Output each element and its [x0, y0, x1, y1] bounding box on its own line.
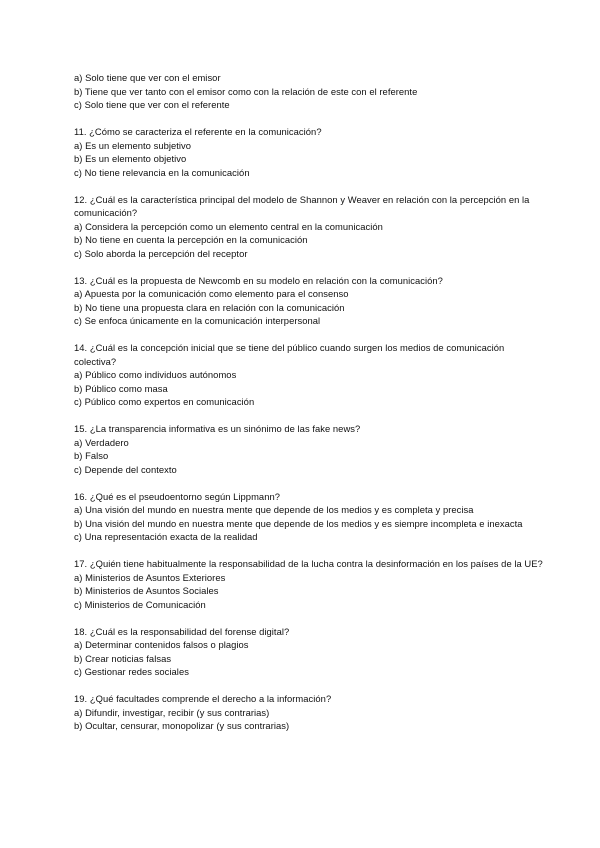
question-text: 19. ¿Qué facultades comprende el derecho a la información?: [74, 693, 332, 704]
answer-option: a) Verdadero: [74, 436, 129, 448]
answer-option: a) Público como individuos autónomos: [74, 369, 237, 380]
question-11: [74, 125, 544, 179]
answer-option: c) Se enfoca únicamente en la comunicación interpersonal: [74, 315, 321, 326]
answer-option: b) No tiene en cuenta la percepción en la comunicación: [74, 234, 308, 245]
answer-option: b) Ocultar, censurar, monopolizar (y sus contrarias): [74, 720, 290, 731]
question-15: [74, 422, 544, 476]
answer-option: b) No tiene una propuesta clara en relación con la comunicación: [74, 301, 345, 313]
question-18: [74, 625, 544, 679]
question-text: 17. ¿Quién tiene habitualmente la responsabilidad de la lucha contra la desinformación en los países de la UE?: [74, 558, 543, 569]
question-text: 16. ¿Qué es el pseudoentorno según Lippmann?: [74, 490, 280, 502]
answer-option: c) Ministerios de Comunicación: [74, 598, 206, 610]
document-page: [74, 71, 544, 746]
answer-option: a) Ministerios de Asuntos Exteriores: [74, 571, 226, 583]
answer-option: c) Público como expertos en comunicación: [74, 396, 255, 407]
question-text: 18. ¿Cuál es la responsabilidad del forense digital?: [74, 625, 290, 637]
question-text: 14. ¿Cuál es la concepción inicial que se tiene del público cuando surgen los medios de comunicación colectiva?: [74, 342, 505, 367]
answer-option: b) Una visión del mundo en nuestra mente que depende de los medios y es siempre incompleta e inexacta: [74, 517, 523, 529]
answer-option: a) Considera la percepción como un elemento central en la comunicación: [74, 220, 383, 232]
question-text: 15. ¿La transparencia informativa es un sinónimo de las fake news?: [74, 423, 361, 434]
answer-option: b) Falso: [74, 450, 109, 461]
question-text: 11. ¿Cómo se caracteriza el referente en la comunicación?: [74, 126, 322, 137]
answer-option: c) Solo aborda la percepción del receptor: [74, 247, 248, 259]
answer-option: a) Determinar contenidos falsos o plagios: [74, 639, 249, 650]
question-19: [74, 692, 544, 733]
answer-option: c) Depende del contexto: [74, 463, 177, 475]
answer-option: a) Es un elemento subjetivo: [74, 139, 192, 151]
answer-option: c) Una representación exacta de la realidad: [74, 531, 258, 542]
answer-option: a) Apuesta por la comunicación como elemento para el consenso: [74, 288, 349, 299]
answer-option: a) Una visión del mundo en nuestra mente que depende de los medios y es completa y precisa: [74, 504, 474, 515]
answer-option: b) Tiene que ver tanto con el emisor como con la relación de este con el referente: [74, 85, 418, 97]
answer-option: a) Difundir, investigar, recibir (y sus contrarias): [74, 706, 270, 718]
question-17: [74, 557, 544, 611]
question-text: 12. ¿Cuál es la característica principal del modelo de Shannon y Weaver en relación con la percepción en la comunicación?: [74, 193, 530, 218]
answer-option: b) Es un elemento objetivo: [74, 153, 187, 164]
answer-option: b) Crear noticias falsas: [74, 652, 172, 664]
answer-option: c) Solo tiene que ver con el referente: [74, 99, 230, 110]
question-16: [74, 490, 544, 544]
answer-option: a) Solo tiene que ver con el emisor: [74, 72, 221, 83]
answer-option: b) Ministerios de Asuntos Sociales: [74, 585, 219, 596]
question-13: [74, 274, 544, 328]
question-12: [74, 193, 544, 261]
question-14: [74, 341, 544, 409]
answer-option: c) No tiene relevancia en la comunicación: [74, 166, 250, 178]
question-10-options: [74, 71, 544, 112]
question-text: 13. ¿Cuál es la propuesta de Newcomb en su modelo en relación con la comunicación?: [74, 274, 443, 286]
answer-option: c) Gestionar redes sociales: [74, 666, 189, 677]
answer-option: b) Público como masa: [74, 382, 168, 394]
